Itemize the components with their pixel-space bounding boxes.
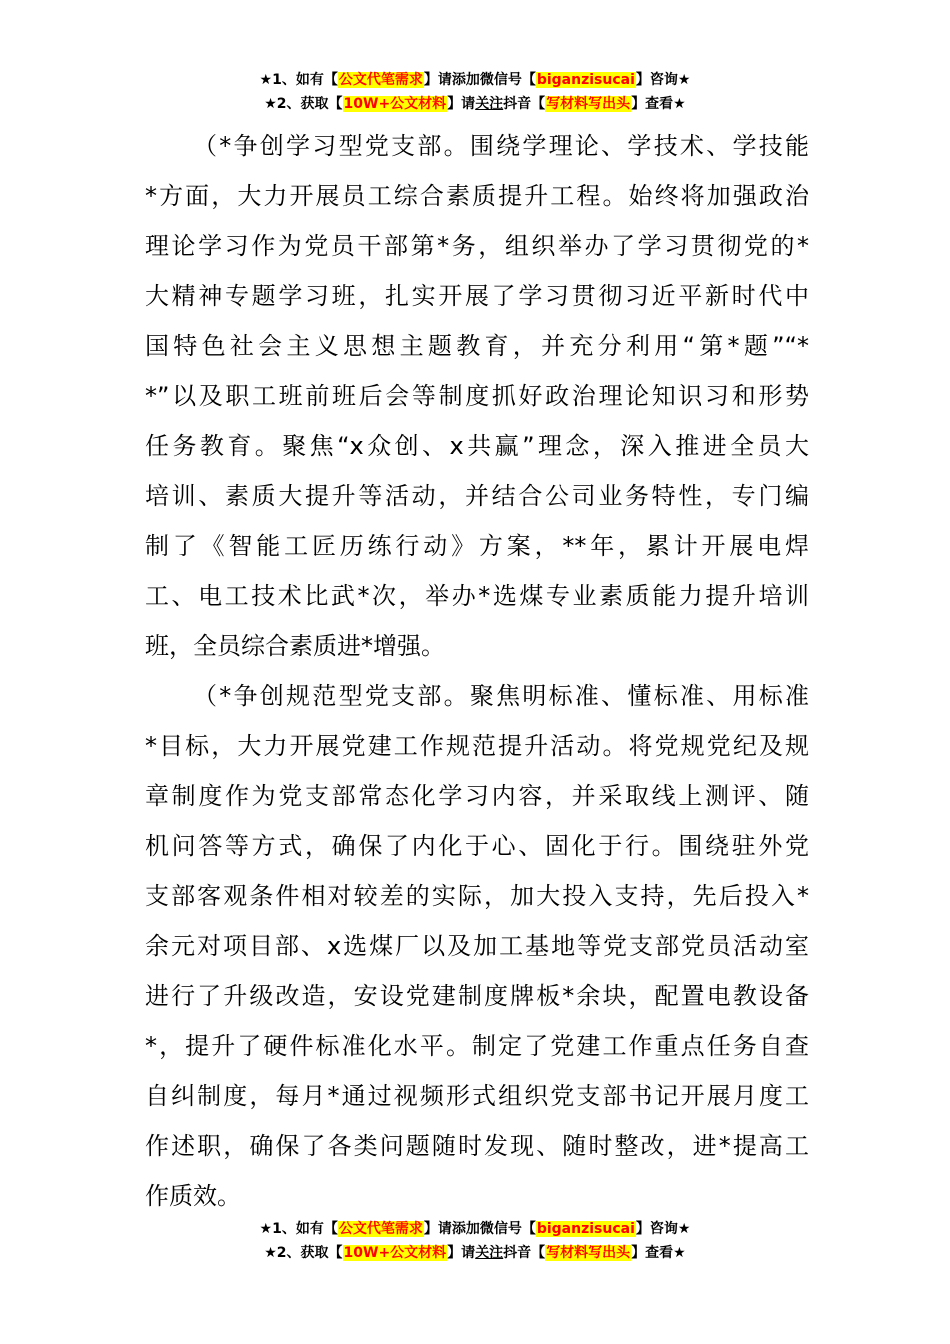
text-line: 进行了升级改造，安设党建制度牌板*余块，配置电教设备 — [145, 982, 809, 1010]
text-line: 作述职，确保了各类问题随时发现、随时整改，进*提高工 — [145, 1132, 809, 1160]
banner-text: 】请 — [447, 96, 476, 112]
text-line: 章制度作为党支部常态化学习内容，并采取线上测评、随 — [145, 782, 809, 810]
banner-text: ★2、获取【 — [264, 96, 343, 112]
banner-text: 】请 — [447, 1245, 476, 1261]
text-line: （*争创规范型党支部。聚焦明标准、懂标准、用标准 — [193, 682, 809, 710]
banner-line-2 — [0, 92, 950, 116]
highlight-douyin: 写材料写出头 — [546, 1245, 631, 1261]
text-line: 余元对项目部、x选煤厂以及加工基地等党支部党员活动室 — [145, 932, 809, 960]
highlight-wechat-id: biganzisucai — [536, 1221, 635, 1237]
banner-text: ★2、获取【 — [264, 1245, 343, 1261]
document-body — [145, 121, 809, 1221]
highlight-wechat-id: biganzisucai — [536, 72, 635, 88]
highlight-service: 公文代笔需求 — [338, 1221, 423, 1237]
header-banner — [0, 68, 950, 116]
text-line: （*争创学习型党支部。围绕学理论、学技术、学技能 — [193, 132, 809, 160]
banner-text: 】咨询★ — [635, 1221, 691, 1237]
banner-text: 】请添加微信号【 — [423, 72, 536, 88]
text-line: *目标，大力开展党建工作规范提升活动。将党规党纪及规 — [145, 732, 809, 760]
banner-text: 】查看★ — [631, 96, 686, 112]
underlined-follow: 关注 — [475, 96, 504, 112]
footer-banner — [0, 1217, 950, 1265]
text-line: 培训、素质大提升等活动，并结合公司业务特性，专门编 — [145, 482, 809, 510]
paragraph-2 — [145, 671, 809, 1221]
text-line: 大精神专题学习班，扎实开展了学习贯彻习近平新时代中 — [145, 282, 809, 310]
text-line: 自纠制度，每月*通过视频形式组织党支部书记开展月度工 — [145, 1082, 809, 1110]
banner-text: 抖音【 — [503, 1245, 546, 1261]
highlight-materials: 10W+公文材料 — [343, 1245, 447, 1261]
banner-line-1 — [0, 1217, 950, 1241]
text-line: 班，全员综合素质进*增强。 — [145, 632, 445, 660]
text-line: *，提升了硬件标准化水平。制定了党建工作重点任务自查 — [145, 1032, 809, 1060]
text-line: 支部客观条件相对较差的实际，加大投入支持，先后投入* — [145, 882, 809, 910]
text-line: 任务教育。聚焦“x众创、x共赢”理念，深入推进全员大 — [145, 432, 809, 460]
underlined-follow: 关注 — [475, 1245, 504, 1261]
highlight-service: 公文代笔需求 — [338, 72, 423, 88]
banner-line-1 — [0, 68, 950, 92]
text-line: 工、电工技术比武*次，举办*选煤专业素质能力提升培训 — [145, 582, 809, 610]
banner-text: 抖音【 — [503, 96, 546, 112]
highlight-douyin: 写材料写出头 — [546, 96, 631, 112]
text-line: 理论学习作为党员干部第*务，组织举办了学习贯彻党的* — [145, 232, 809, 260]
text-line: 机问答等方式，确保了内化于心、固化于行。围绕驻外党 — [145, 832, 809, 860]
banner-text: ★1、如有【 — [259, 1221, 338, 1237]
highlight-materials: 10W+公文材料 — [343, 96, 447, 112]
banner-line-2 — [0, 1241, 950, 1265]
text-line: *”以及职工班前班后会等制度抓好政治理论知识习和形势 — [145, 382, 809, 410]
text-line: *方面，大力开展员工综合素质提升工程。始终将加强政治 — [145, 182, 809, 210]
banner-text: ★1、如有【 — [259, 72, 338, 88]
banner-text: 】查看★ — [631, 1245, 686, 1261]
text-line: 国特色社会主义思想主题教育，并充分利用“第*题”“* — [145, 332, 809, 360]
text-line: 作质效。 — [145, 1182, 241, 1210]
paragraph-1 — [145, 121, 809, 671]
banner-text: 】请添加微信号【 — [423, 1221, 536, 1237]
banner-text: 】咨询★ — [635, 72, 691, 88]
text-line: 制了《智能工匠历练行动》方案，**年，累计开展电焊 — [145, 532, 809, 560]
